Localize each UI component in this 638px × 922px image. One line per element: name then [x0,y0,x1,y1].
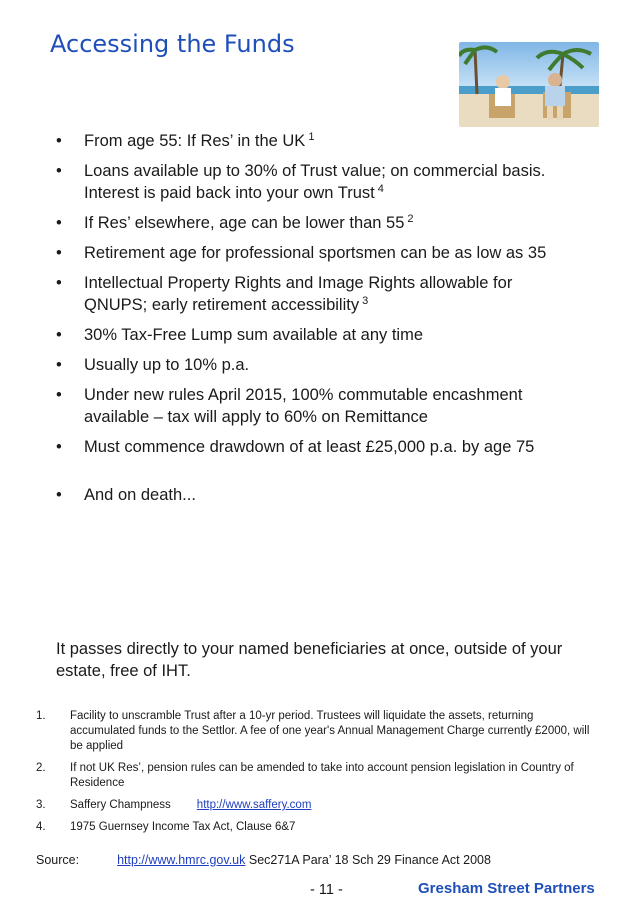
bullet-item [56,160,576,204]
footnote-ref: 2 [407,212,414,225]
bullet-item [56,436,576,458]
bullet-item [56,484,576,506]
bullet-text: 30% Tax-Free Lump sum available at any time [84,326,424,344]
footnote-text: Saffery Champness [70,799,171,811]
bullet-item [56,212,576,234]
footnote-ref: 3 [362,294,369,307]
footnote-ref: 4 [377,182,384,195]
footnote-ref: 1 [308,130,315,143]
bullet-dot: • [56,244,62,262]
footnote-number: 3. [36,799,46,811]
footnote-number: 4. [36,821,46,833]
footnote-list [36,709,596,842]
bullet-text: Under new rules April 2015, 100% commutable encashment available – tax will apply to 60% on Remittance [84,386,523,426]
bullet-text: Loans available up to 30% of Trust value; on commercial basis. Interest is paid back into your own Trust [84,162,546,202]
source-line [36,853,616,867]
footnote-item [36,761,596,791]
closing-paragraph: It passes directly to your named beneficiaries at once, outside of your estate, free of IHT. [56,640,563,680]
bullet-item [56,354,576,376]
page-title: Accessing the Funds [50,30,295,58]
bullet-text: Usually up to 10% p.a. [84,356,250,374]
beach-couple-photo [459,42,599,127]
bullet-text: Retirement age for professional sportsmen can be as low as 35 [84,244,547,262]
bullet-dot: • [56,386,62,404]
source-text: Sec271A Para’ 18 Sch 29 Finance Act 2008 [245,853,491,867]
bullet-dot: • [56,214,62,232]
bullet-dot: • [56,274,62,292]
footnote-item [36,709,596,754]
footnote-number: 2. [36,762,46,774]
footnote-text: Facility to unscramble Trust after a 10-yr period. Trustees will liquidate the assets, returning accumulated funds to the Settlor. A fee of one year's Annual Management Charge currently £2000, will be applied [70,710,590,752]
footnote-item [36,798,596,813]
bullet-dot: • [56,326,62,344]
bullet-text: From age 55: If Res’ in the UK [84,132,306,150]
bullet-dot: • [56,438,62,456]
footnote-text: If not UK Res’, pension rules can be amended to take into account pension legislation in Country of Residence [70,762,574,789]
footnote-item [36,820,596,835]
bullet-item [56,384,576,428]
page-number: - 11 - [310,882,343,898]
saffery-link[interactable]: http://www.saffery.com [196,799,312,811]
bullet-item [56,242,576,264]
bullet-dot: • [56,162,62,180]
bullet-dot: • [56,486,62,504]
bullet-text: Intellectual Property Rights and Image Rights allowable for QNUPS; early retirement accessibility [84,274,513,314]
bullet-text: Must commence drawdown of at least £25,000 p.a. by age 75 [84,438,535,456]
bullet-item [56,130,576,152]
footnote-text: 1975 Guernsey Income Tax Act, Clause 6&7 [70,821,296,833]
hmrc-link[interactable]: http://www.hmrc.gov.uk [117,853,246,867]
source-label: Source: [36,853,80,867]
company-name: Gresham Street Partners [418,880,595,897]
bullet-dot: • [56,356,62,374]
bullet-item [56,324,576,346]
bullet-text: If Res’ elsewhere, age can be lower than 55 [84,214,405,232]
bullet-item [56,272,576,316]
bullet-list [56,130,576,514]
footnote-number: 1. [36,710,46,722]
bullet-dot: • [56,132,62,150]
bullet-text: And on death... [84,486,196,504]
